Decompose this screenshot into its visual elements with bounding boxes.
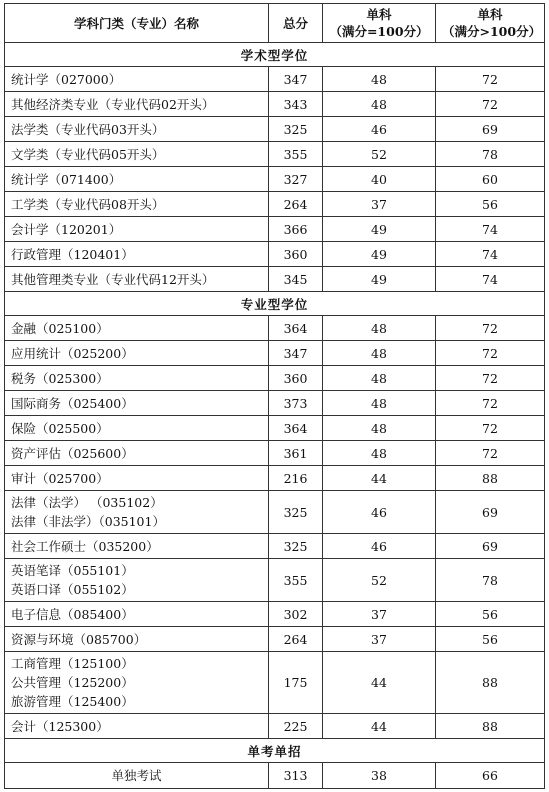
- program-name-cell: [5, 316, 269, 341]
- total-score: 325: [269, 117, 323, 142]
- header-single-gt100-line1: 单科: [477, 7, 503, 22]
- program-name-cell: [5, 217, 269, 242]
- single-subject-100-score: 37: [323, 627, 436, 652]
- header-name: 学科门类（专业）名称: [5, 4, 269, 43]
- single-subject-100-score: 49: [323, 267, 436, 292]
- program-name: 单独考试: [111, 768, 162, 783]
- program-name-cell: [5, 142, 269, 167]
- program-name-cell: [5, 627, 269, 652]
- single-subject-100-score: 37: [323, 192, 436, 217]
- header-single-100-line2: （满分=100分）: [329, 24, 429, 39]
- single-subject-100-score: 48: [323, 67, 436, 92]
- table-row: [5, 366, 545, 391]
- single-subject-gt100-score: 56: [436, 192, 545, 217]
- table-row: [5, 167, 545, 192]
- program-name: 法律（法学） （035102）: [11, 495, 163, 510]
- header-total: 总分: [269, 4, 323, 43]
- total-score: 313: [269, 763, 323, 789]
- header-row: [5, 4, 545, 43]
- table-row: [5, 92, 545, 117]
- single-subject-100-score: 48: [323, 316, 436, 341]
- total-score: 175: [269, 652, 323, 714]
- single-subject-gt100-score: 72: [436, 416, 545, 441]
- program-name: 资源与环境（085700）: [11, 631, 147, 647]
- total-score: 347: [269, 341, 323, 366]
- single-subject-100-score: 38: [323, 763, 436, 789]
- table-row: [5, 534, 545, 559]
- table-row: [5, 142, 545, 167]
- single-subject-gt100-score: 60: [436, 167, 545, 192]
- program-name: 电子信息（085400）: [11, 606, 134, 622]
- single-subject-100-score: 46: [323, 491, 436, 534]
- score-table: [4, 3, 545, 789]
- program-name-cell: [5, 267, 269, 292]
- program-name: 会计学（120201）: [11, 221, 122, 237]
- total-score: 360: [269, 366, 323, 391]
- program-name: 资产评估（025600）: [11, 445, 134, 461]
- single-subject-100-score: 48: [323, 391, 436, 416]
- table-row: [5, 441, 545, 466]
- single-subject-gt100-score: 88: [436, 714, 545, 739]
- program-name-cell: [5, 92, 269, 117]
- total-score: 264: [269, 192, 323, 217]
- table-row: [5, 763, 545, 789]
- program-name-cell: [5, 602, 269, 627]
- program-name: 保险（025500）: [11, 420, 109, 436]
- single-subject-gt100-score: 56: [436, 627, 545, 652]
- total-score: 361: [269, 441, 323, 466]
- program-name: 税务（025300）: [11, 370, 109, 386]
- program-name: 英语笔译（055101）: [11, 563, 134, 578]
- single-subject-100-score: 40: [323, 167, 436, 192]
- table-row: [5, 652, 545, 714]
- program-name: 统计学（027000）: [11, 71, 122, 87]
- single-subject-gt100-score: 72: [436, 441, 545, 466]
- single-subject-100-score: 48: [323, 92, 436, 117]
- table-row: [5, 559, 545, 602]
- single-subject-100-score: 44: [323, 652, 436, 714]
- total-score: 355: [269, 142, 323, 167]
- single-subject-100-score: 52: [323, 142, 436, 167]
- table-row: [5, 491, 545, 534]
- single-subject-gt100-score: 72: [436, 366, 545, 391]
- total-score: 325: [269, 534, 323, 559]
- single-subject-gt100-score: 72: [436, 316, 545, 341]
- program-name-cell: [5, 534, 269, 559]
- total-score: 345: [269, 267, 323, 292]
- total-score: 327: [269, 167, 323, 192]
- header-single-gt100: [436, 4, 545, 43]
- total-score: 364: [269, 416, 323, 441]
- program-name: 统计学（071400）: [11, 171, 122, 187]
- single-subject-gt100-score: 74: [436, 267, 545, 292]
- program-name-cell: [5, 559, 269, 602]
- total-score: 302: [269, 602, 323, 627]
- program-name-cell: [5, 192, 269, 217]
- program-name: 公共管理（125200）: [11, 675, 134, 690]
- total-score: 360: [269, 242, 323, 267]
- single-subject-gt100-score: 72: [436, 92, 545, 117]
- single-subject-gt100-score: 74: [436, 242, 545, 267]
- total-score: 347: [269, 67, 323, 92]
- program-name-cell: [5, 341, 269, 366]
- single-subject-100-score: 49: [323, 242, 436, 267]
- total-score: 366: [269, 217, 323, 242]
- program-name-cell: [5, 652, 269, 714]
- program-name-cell: [5, 167, 269, 192]
- section-title: 单考单招: [5, 739, 545, 763]
- table-row: [5, 217, 545, 242]
- program-name-cell: [5, 242, 269, 267]
- single-subject-gt100-score: 69: [436, 491, 545, 534]
- table-row: [5, 316, 545, 341]
- header-single-100-line1: 单科: [366, 7, 392, 22]
- program-name-cell: [5, 714, 269, 739]
- single-subject-gt100-score: 69: [436, 534, 545, 559]
- program-name: 社会工作硕士（035200）: [11, 538, 159, 554]
- table-row: [5, 602, 545, 627]
- table-body: [5, 43, 545, 789]
- program-name: 工商管理（125100）: [11, 656, 134, 671]
- program-name-cell: [5, 416, 269, 441]
- header-single-gt100-line2: （满分>100分）: [442, 24, 542, 39]
- program-name: 审计（025700）: [11, 470, 109, 486]
- single-subject-gt100-score: 69: [436, 117, 545, 142]
- program-name: 国际商务（025400）: [11, 395, 134, 411]
- table-row: [5, 267, 545, 292]
- single-subject-gt100-score: 78: [436, 559, 545, 602]
- total-score: 364: [269, 316, 323, 341]
- table-row: [5, 627, 545, 652]
- program-name-cell: [5, 67, 269, 92]
- program-name: 工学类（专业代码08开头）: [11, 196, 165, 212]
- single-subject-100-score: 48: [323, 341, 436, 366]
- single-subject-gt100-score: 88: [436, 652, 545, 714]
- section-row: [5, 43, 545, 67]
- table-row: [5, 391, 545, 416]
- single-subject-100-score: 48: [323, 416, 436, 441]
- section-title: 专业型学位: [5, 292, 545, 316]
- single-subject-gt100-score: 72: [436, 341, 545, 366]
- single-subject-gt100-score: 56: [436, 602, 545, 627]
- program-name-cell: [5, 441, 269, 466]
- single-subject-gt100-score: 78: [436, 142, 545, 167]
- single-subject-gt100-score: 72: [436, 391, 545, 416]
- section-title: 学术型学位: [5, 43, 545, 67]
- single-subject-gt100-score: 88: [436, 466, 545, 491]
- program-name-cell: [5, 366, 269, 391]
- single-subject-100-score: 46: [323, 534, 436, 559]
- table-row: [5, 192, 545, 217]
- program-name: 文学类（专业代码05开头）: [11, 146, 165, 162]
- header-single-100: [323, 4, 436, 43]
- program-name-cell: [5, 491, 269, 534]
- single-subject-gt100-score: 66: [436, 763, 545, 789]
- table-row: [5, 714, 545, 739]
- single-subject-100-score: 48: [323, 441, 436, 466]
- single-subject-gt100-score: 72: [436, 67, 545, 92]
- single-subject-100-score: 52: [323, 559, 436, 602]
- program-name: 其他经济类专业（专业代码02开头）: [11, 96, 215, 112]
- single-subject-100-score: 44: [323, 714, 436, 739]
- program-name: 应用统计（025200）: [11, 345, 134, 361]
- total-score: 355: [269, 559, 323, 602]
- single-subject-100-score: 49: [323, 217, 436, 242]
- table-row: [5, 341, 545, 366]
- total-score: 225: [269, 714, 323, 739]
- table-row: [5, 242, 545, 267]
- total-score: 343: [269, 92, 323, 117]
- table-row: [5, 67, 545, 92]
- single-subject-100-score: 44: [323, 466, 436, 491]
- table-row: [5, 117, 545, 142]
- program-name: 英语口译（055102）: [11, 582, 134, 597]
- total-score: 325: [269, 491, 323, 534]
- section-row: [5, 292, 545, 316]
- program-name: 行政管理（120401）: [11, 246, 134, 262]
- section-row: [5, 739, 545, 763]
- program-name: 法律（非法学）（035101）: [11, 514, 165, 529]
- program-name: 旅游管理（125400）: [11, 694, 134, 709]
- program-name-cell: [5, 763, 269, 789]
- total-score: 264: [269, 627, 323, 652]
- table-row: [5, 466, 545, 491]
- table-row: [5, 416, 545, 441]
- program-name-cell: [5, 391, 269, 416]
- total-score: 216: [269, 466, 323, 491]
- single-subject-100-score: 48: [323, 366, 436, 391]
- program-name: 法学类（专业代码03开头）: [11, 121, 165, 137]
- program-name: 金融（025100）: [11, 320, 109, 336]
- program-name: 会计（125300）: [11, 718, 109, 734]
- program-name-cell: [5, 117, 269, 142]
- single-subject-gt100-score: 74: [436, 217, 545, 242]
- program-name: 其他管理类专业（专业代码12开头）: [11, 271, 215, 287]
- single-subject-100-score: 46: [323, 117, 436, 142]
- single-subject-100-score: 37: [323, 602, 436, 627]
- program-name-cell: [5, 466, 269, 491]
- total-score: 373: [269, 391, 323, 416]
